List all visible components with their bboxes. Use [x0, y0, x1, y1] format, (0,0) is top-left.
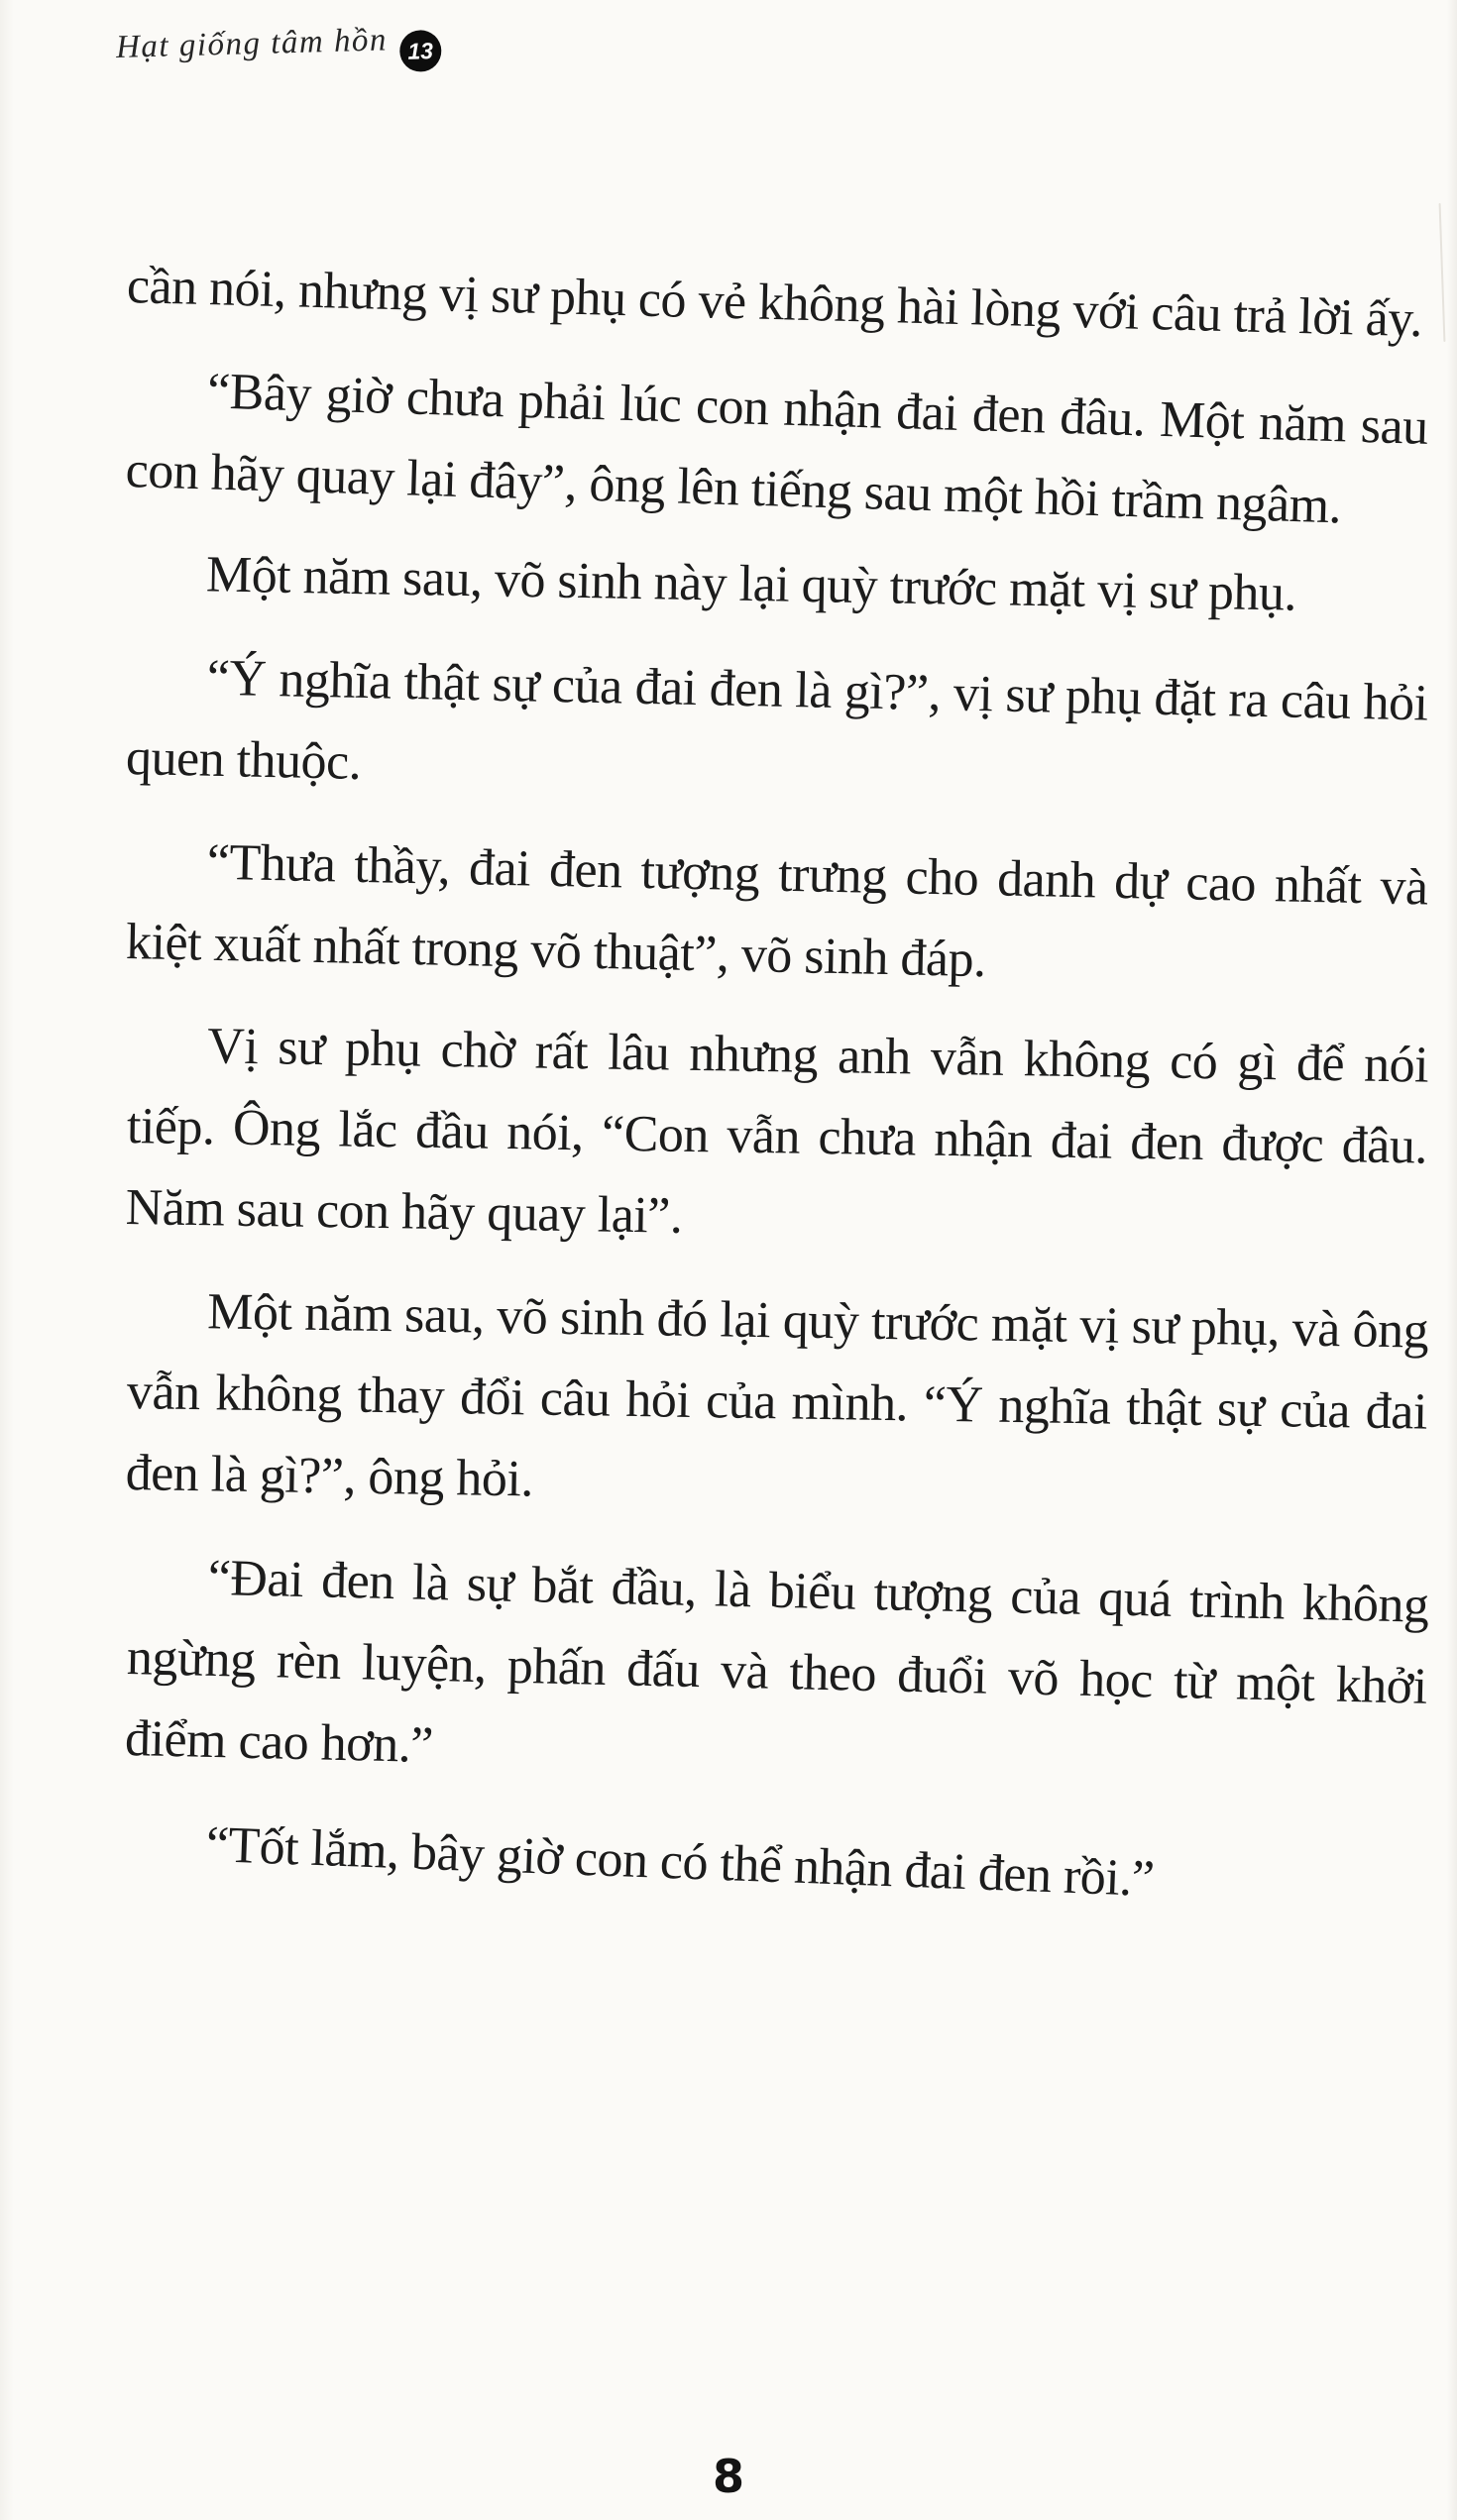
book-title: Hạt giống tâm hồn: [115, 22, 389, 66]
paragraph: Một năm sau, võ sinh này lại quỳ trước mặt vị sư phụ.: [205, 546, 1297, 622]
volume-number: 13: [407, 38, 434, 64]
paragraph: “Tốt lắm, bây giờ con có thể nhận đai đen rồi.”: [204, 1815, 1156, 1908]
page-footer: [0, 2450, 1457, 2503]
paragraph: “Bây giờ chưa phải lúc con nhận đai đen đâu. Một năm sau con hãy quay lại đây”, ông lên tiếng sau một hồi trầm ngâm.: [124, 363, 1429, 535]
volume-badge: [399, 30, 442, 72]
paragraph: “Đai đen là sự bắt đầu, là biểu tượng của quá trình không ngừng rèn luyện, phấn đấu và theo đuổi võ học từ một khởi điểm cao hơn.”: [124, 1549, 1430, 1775]
paragraph: “Thưa thầy, đai đen tượng trưng cho danh dự cao nhất và kiệt xuất nhất trong võ thuật”, võ sinh đáp.: [125, 833, 1429, 989]
scan-edge-artifact: [1439, 203, 1446, 342]
paragraph: cần nói, nhưng vị sư phụ có vẻ không hài lòng với câu trả lời ấy.: [126, 258, 1423, 349]
running-header: [116, 21, 442, 80]
paragraph: Vị sư phụ chờ rất lâu nhưng anh vẫn không có gì để nói tiếp. Ông lắc đầu nói, “Con vẫn chưa nhận đai đen được đâu. Năm sau con hãy quay lại”.: [125, 1018, 1429, 1245]
page-number: 8: [712, 2450, 744, 2503]
page-body: [124, 246, 1430, 1908]
paragraph: Một năm sau, võ sinh đó lại quỳ trước mặt vị sư phụ, và ông vẫn không thay đổi câu hỏi của mình. “Ý nghĩa thật sự của đai đen là gì?”, ông hỏi.: [125, 1283, 1429, 1508]
paragraph: “Ý nghĩa thật sự của đai đen là gì?”, vị sư phụ đặt ra câu hỏi quen thuộc.: [125, 649, 1429, 791]
